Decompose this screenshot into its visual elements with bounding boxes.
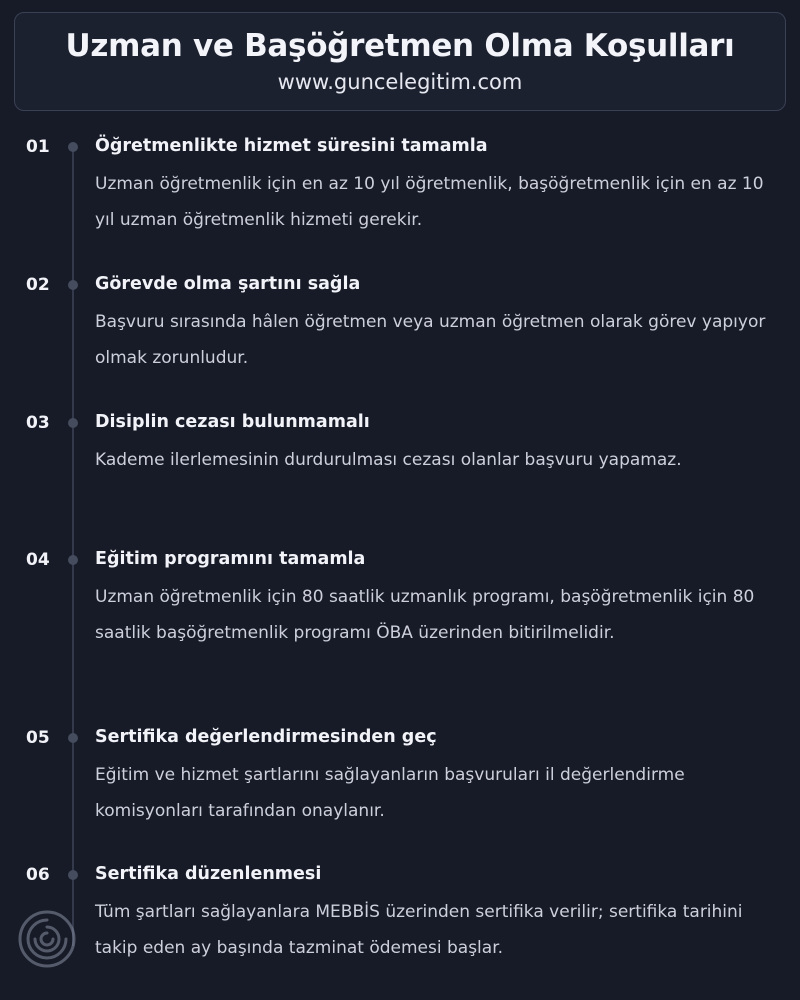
- step-number: 06: [26, 865, 50, 885]
- swirl-logo-icon: [16, 908, 78, 970]
- timeline-dot: [68, 142, 78, 152]
- step-number: 03: [26, 413, 50, 433]
- step-title: Sertifika değerlendirmesinden geç: [95, 727, 437, 747]
- step-number: 01: [26, 137, 50, 157]
- step-title: Sertifika düzenlenmesi: [95, 864, 322, 884]
- step-description: Başvuru sırasında hâlen öğretmen veya uzman öğretmen olarak görev yapıyor olmak zorunludur.: [95, 312, 766, 368]
- step-description: Eğitim ve hizmet şartlarını sağlayanların başvuruları il değerlendirme komisyonları tarafından onaylanır.: [95, 765, 685, 821]
- step-description: Kademe ilerlemesinin durdurulması cezası olanlar başvuru yapamaz.: [95, 450, 682, 470]
- timeline-dot: [68, 870, 78, 880]
- step-number: 05: [26, 728, 50, 748]
- timeline-dot: [68, 733, 78, 743]
- header-card: [14, 12, 786, 111]
- timeline-dot: [68, 280, 78, 290]
- step-title: Görevde olma şartını sağla: [95, 274, 361, 294]
- timeline-dot: [68, 555, 78, 565]
- step-title: Disiplin cezası bulunmamalı: [95, 412, 370, 432]
- site-url: www.guncelegitim.com: [277, 70, 523, 94]
- step-description: Uzman öğretmenlik için en az 10 yıl öğretmenlik, başöğretmenlik için en az 10 yıl uzman öğretmenlik hizmeti gerekir.: [95, 174, 764, 230]
- step-number: 02: [26, 275, 50, 295]
- step-description: Tüm şartları sağlayanlara MEBBİS üzerinden sertifika verilir; sertifika tarihini takip eden ay başında tazminat ödemesi başlar.: [95, 902, 743, 958]
- page-title: Uzman ve Başöğretmen Olma Koşulları: [65, 28, 735, 64]
- step-number: 04: [26, 550, 50, 570]
- timeline-dot: [68, 418, 78, 428]
- timeline-line: [72, 146, 74, 946]
- step-title: Eğitim programını tamamla: [95, 549, 366, 569]
- step-description: Uzman öğretmenlik için 80 saatlik uzmanlık programı, başöğretmenlik için 80 saatlik başöğretmenlik programı ÖBA üzerinden bitirilmelidir.: [95, 587, 755, 643]
- step-title: Öğretmenlikte hizmet süresini tamamla: [95, 136, 488, 156]
